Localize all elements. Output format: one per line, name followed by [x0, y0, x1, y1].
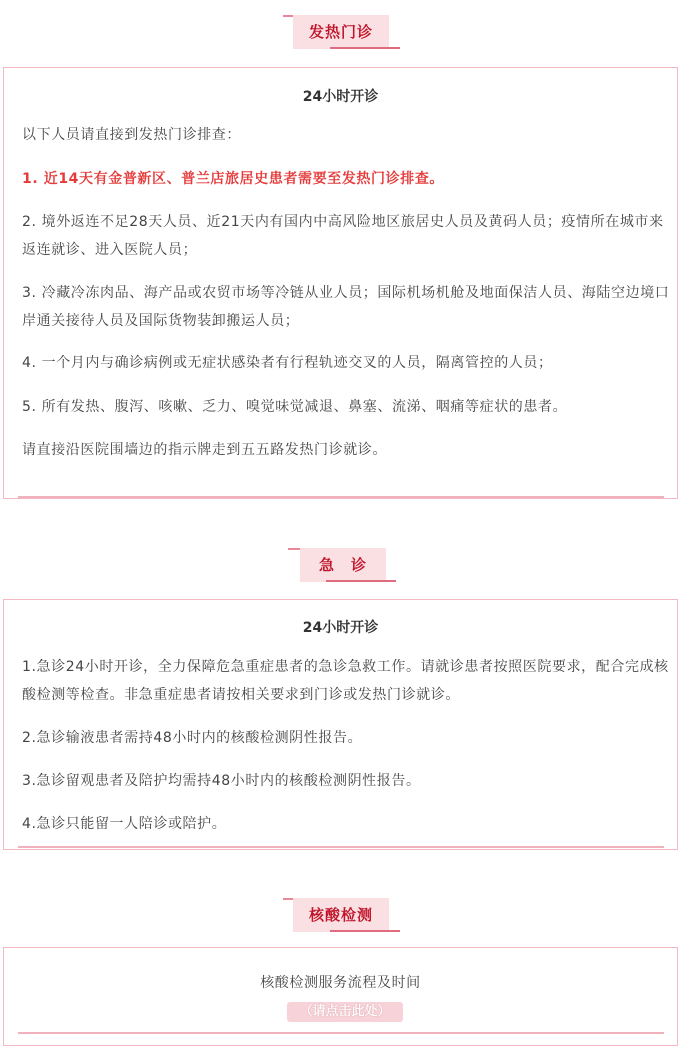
emergency-item-2: 2.急诊输液患者需持48小时内的核酸检测阴性报告。 — [22, 730, 363, 746]
fever-box-divider — [18, 496, 664, 498]
emergency-item-4: 4.急诊只能留一人陪诊或陪护。 — [22, 816, 227, 832]
section-title-nucleic: 核酸检测 — [293, 898, 389, 932]
section-title-emergency: 急 诊 — [300, 548, 386, 582]
nucleic-box-divider — [18, 1032, 664, 1034]
fever-item-3: 3. 冷藏冷冻肉品、海产品或农贸市场等冷链从业人员；国际机场机舱及地面保洁人员、海陆空边境口岸通关接待人员及国际货物装卸搬运人员； — [22, 285, 670, 329]
fever-hours-title: 24小时开诊 — [302, 89, 379, 105]
emergency-box — [3, 599, 678, 850]
emergency-item-3: 3.急诊留观患者及陪护均需持48小时内的核酸检测阴性报告。 — [22, 773, 421, 789]
section-title-fever: 发热门诊 — [293, 15, 389, 49]
fever-intro: 以下人员请直接到发热门诊排查： — [22, 127, 241, 143]
section-header-emergency — [0, 545, 683, 585]
fever-item-1: 1. 近14天有金普新区、普兰店旅居史患者需要至发热门诊排查。 — [22, 171, 445, 187]
badge-decoration-bottom — [330, 47, 400, 49]
fever-item-5: 5. 所有发热、腹泻、咳嗽、乏力、嗅觉味觉减退、鼻塞、流涕、咽痛等症状的患者。 — [22, 399, 568, 415]
fever-item-4: 4. 一个月内与确诊病例或无症状感染者有行程轨迹交叉的人员，隔离管控的人员； — [22, 355, 553, 371]
nucleic-click-here-link[interactable]: （请点击此处） — [287, 1002, 403, 1022]
nucleic-service-line: 核酸检测服务流程及时间 — [260, 975, 421, 991]
section-header-nucleic — [0, 895, 683, 935]
section-header-fever — [0, 12, 683, 52]
badge-decoration-bottom — [326, 580, 396, 582]
fever-clinic-box — [3, 67, 678, 499]
emergency-item-1: 1.急诊24小时开诊，全力保障危急重症患者的急诊急救工作。请就诊患者按照医院要求，配合完成核酸检测等检查。非急重症患者请按相关要求到门诊或发热门诊就诊。 — [22, 659, 669, 703]
fever-item-2: 2. 境外返连不足28天人员、近21天内有国内中高风险地区旅居史人员及黄码人员；疫情所在城市来返连就诊、进入医院人员； — [22, 214, 664, 258]
badge-decoration-bottom — [330, 930, 400, 932]
emergency-box-divider — [18, 846, 664, 848]
fever-footer: 请直接沿医院围墙边的指示牌走到五五路发热门诊就诊。 — [22, 442, 387, 458]
emergency-hours-title: 24小时开诊 — [302, 620, 379, 636]
